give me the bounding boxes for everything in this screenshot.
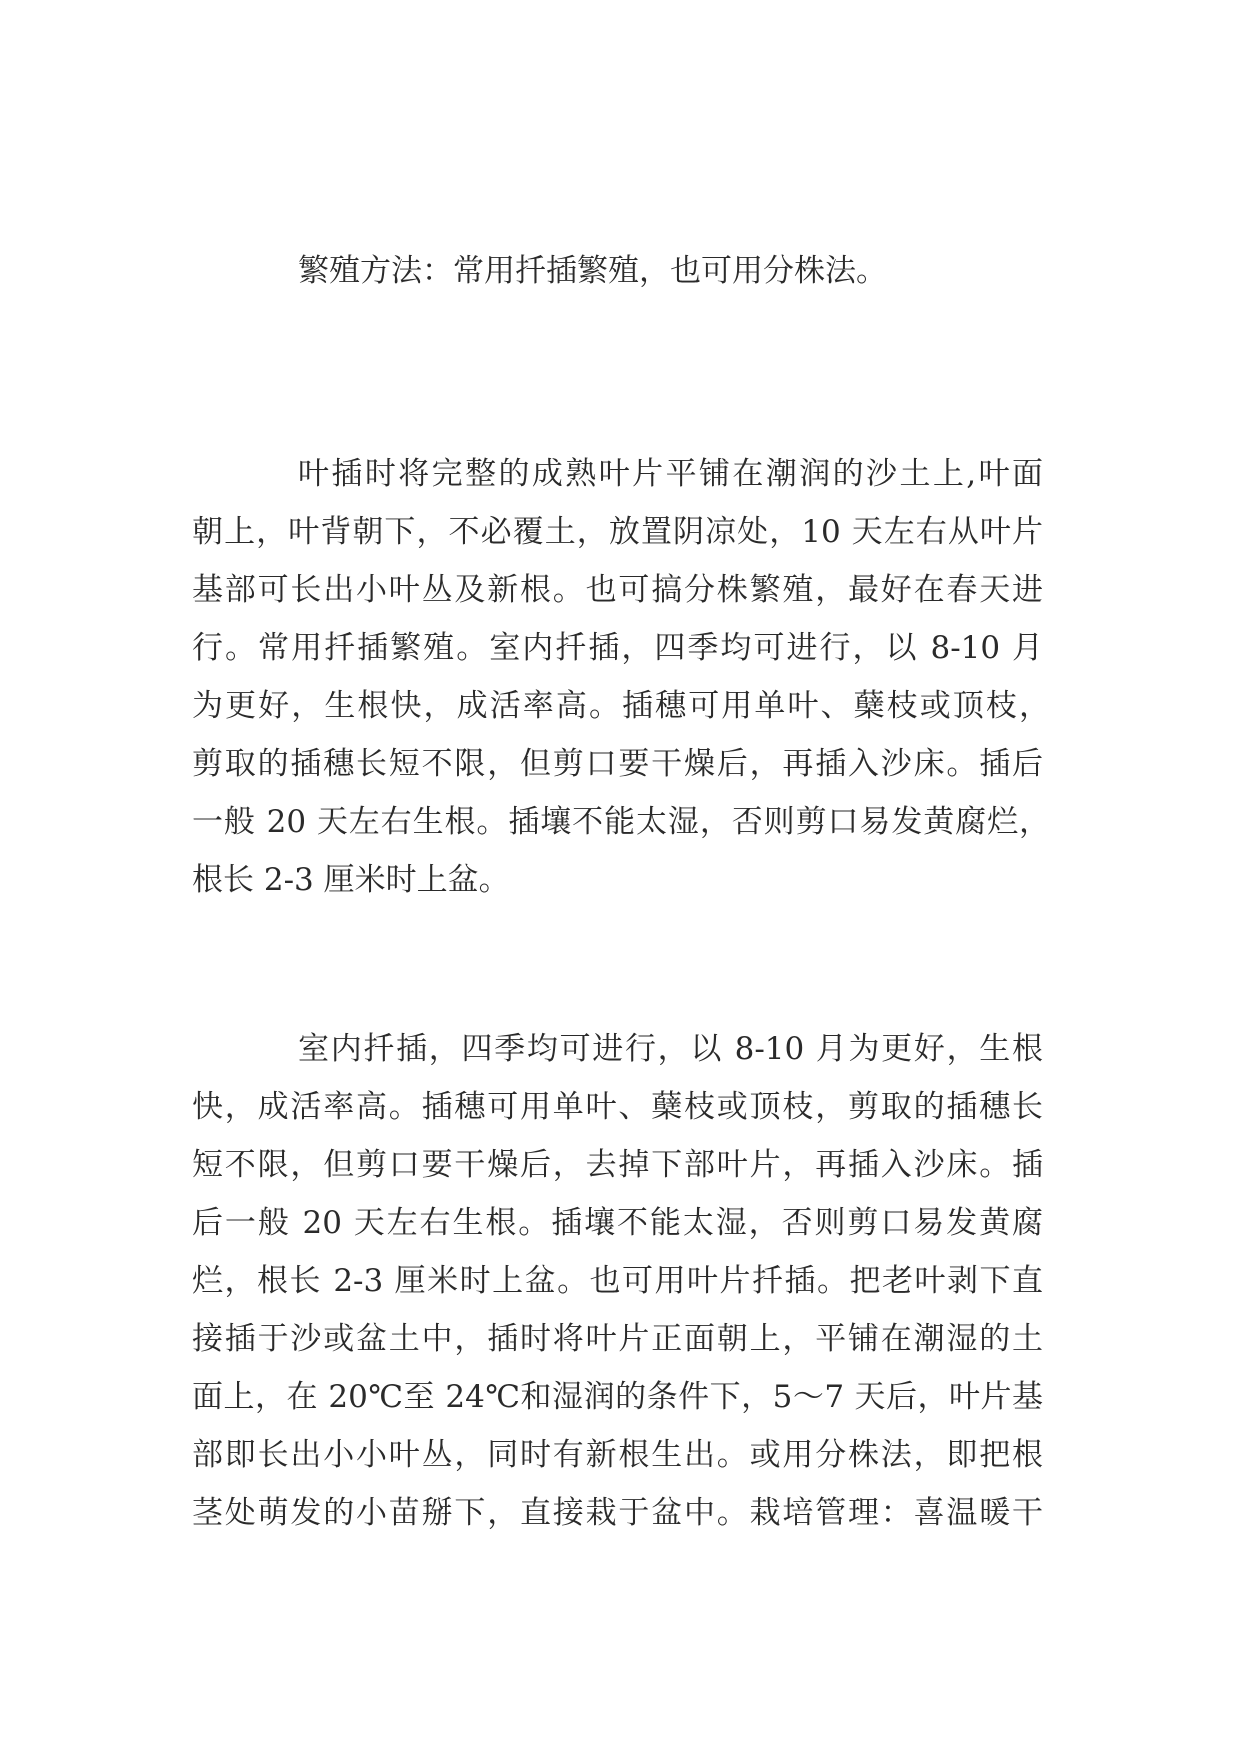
paragraph-3-line-2: 快，成活率高。插穗可用单叶、蘖枝或顶枝，剪取的插穗长 [192,1089,1043,1125]
paragraph-2-line-6: 剪取的插穗长短不限，但剪口要干燥后，再插入沙床。插后 [192,746,1043,782]
paragraph-2-line-3: 基部可长出小叶丛及新根。也可搞分株繁殖，最好在春天进 [192,572,1043,608]
paragraph-3-line-7: 面上，在 20℃至 24℃和湿润的条件下，5～7 天后，叶片基 [192,1379,1043,1415]
paragraph-3-line-6: 接插于沙或盆土中，插时将叶片正面朝上，平铺在潮湿的土 [192,1321,1043,1357]
paragraph-3-line-4: 后一般 20 天左右生根。插壤不能太湿，否则剪口易发黄腐 [192,1205,1043,1241]
paragraph-3-line-8: 部即长出小小叶丛，同时有新根生出。或用分株法，即把根 [192,1437,1043,1473]
paragraph-2-line-2: 朝上，叶背朝下，不必覆土，放置阴凉处，10 天左右从叶片 [192,514,1043,550]
paragraph-3-line-3: 短不限，但剪口要干燥后，去掉下部叶片，再插入沙床。插 [192,1147,1043,1183]
paragraph-2-line-4: 行。常用扦插繁殖。室内扦插，四季均可进行，以 8-10 月 [192,630,1043,666]
paragraph-3-line-9: 茎处萌发的小苗掰下，直接栽于盆中。栽培管理：喜温暖干 [192,1495,1043,1531]
paragraph-3-line-1: 室内扦插，四季均可进行，以 8-10 月为更好，生根 [298,1031,1043,1067]
paragraph-2-line-5: 为更好，生根快，成活率高。插穗可用单叶、蘖枝或顶枝， [192,688,1050,724]
paragraph-2-line-7: 一般 20 天左右生根。插壤不能太湿，否则剪口易发黄腐烂， [192,804,1050,840]
paragraph-1-line-1: 繁殖方法：常用扦插繁殖，也可用分株法。 [298,253,887,289]
paragraph-3-line-5: 烂，根长 2-3 厘米时上盆。也可用叶片扦插。把老叶剥下直 [192,1263,1043,1299]
paragraph-2-line-8: 根长 2-3 厘米时上盆。 [192,862,510,898]
paragraph-2-line-1: 叶插时将完整的成熟叶片平铺在潮润的沙土上,叶面 [298,456,1043,492]
